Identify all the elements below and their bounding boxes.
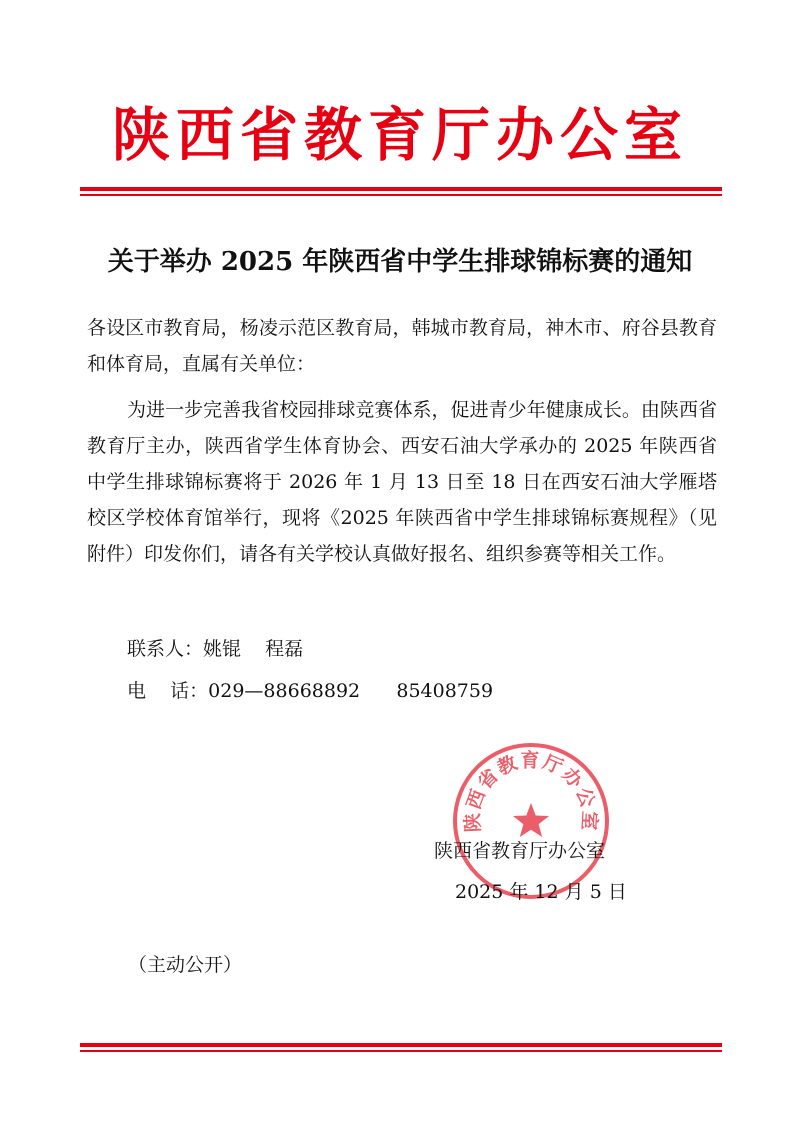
- header-divider-thick: [80, 187, 722, 191]
- header-org-title: 陕西省教育厅办公室: [111, 101, 688, 169]
- contact-person: 联系人：姚锟 程磊: [127, 638, 304, 660]
- disclosure-label: （主动公开）: [128, 954, 243, 976]
- footer-divider-thin: [80, 1050, 722, 1052]
- salutation: 各设区市教育局，杨凌示范区教育局，韩城市教育局，神木市、府谷县教育和体育局，直属有关单位：: [87, 317, 717, 375]
- seal-text: 陕西省教育厅办公室: [461, 749, 601, 833]
- body-paragraph: 为进一步完善我省校园排球竞赛体系，促进青少年健康成长。由陕西省教育厅主办，陕西省学生体育协会、西安石油大学承办的 2025 年陕西省中学生排球锦标赛将于 2026 年 1 月 13 日至 18 日在西安石油大学雁塔校区学校体育馆举行，现将《2025 年陕西省中学生排球锦标赛规程》（见附件）印发你们，请各有关学校认真做好报名、组织参赛等相关工作。: [87, 399, 717, 565]
- signature-organization: 陕西省教育厅办公室: [434, 840, 606, 862]
- contact-phone: 电 话：029—88668892 85408759: [127, 680, 494, 702]
- document-title: 关于举办 2025 年陕西省中学生排球锦标赛的通知: [107, 247, 693, 277]
- header-divider-thin: [80, 194, 722, 196]
- footer-divider-thick: [80, 1043, 722, 1047]
- signature-date: 2025 年 12 月 5 日: [455, 881, 627, 903]
